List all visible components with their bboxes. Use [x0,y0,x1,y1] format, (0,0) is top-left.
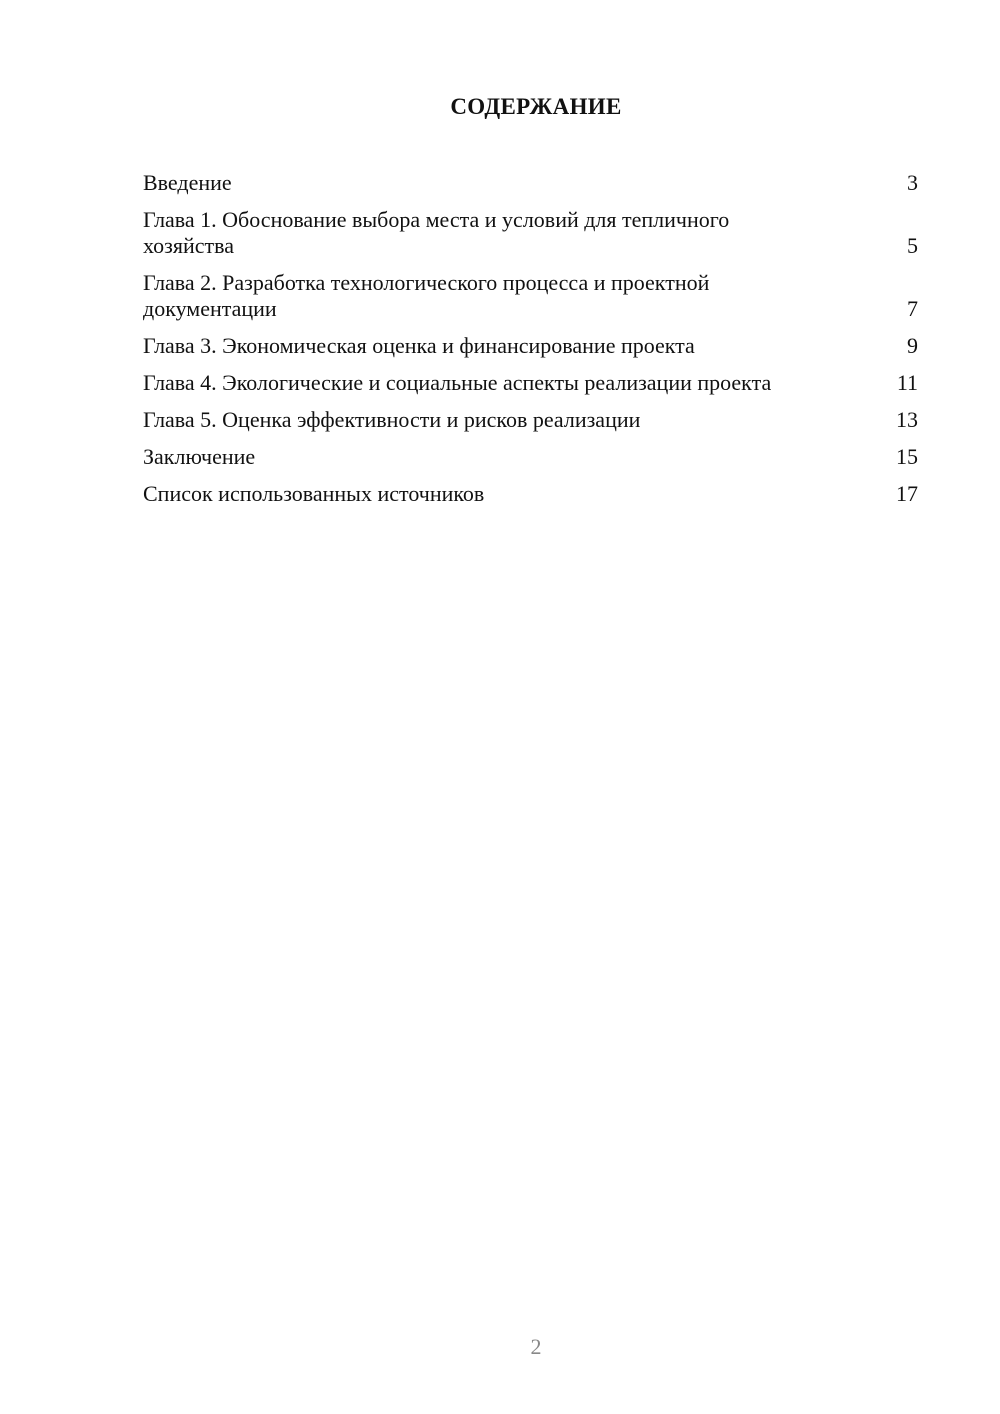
toc-title: СОДЕРЖАНИЕ [450,94,622,119]
toc-entry-chapter-3 [143,333,918,359]
page-number: 2 [530,1334,542,1359]
toc-entry-page: 17 [896,481,918,506]
toc-entry-chapter-2 [143,270,918,322]
toc-entry-page: 9 [907,333,918,358]
toc-entry-label: Глава 4. Экологические и социальные аспекты реализации проекта [143,370,772,395]
toc-entry-chapter-5 [143,407,918,433]
toc-entry-label: Глава 3. Экономическая оценка и финансирование проекта [143,333,695,358]
toc-entry-page: 15 [896,444,918,469]
toc-entry-introduction [143,170,918,196]
toc-entry-page: 5 [907,233,918,258]
toc-entry-label: Список использованных источников [143,481,485,506]
toc-entry-page: 3 [907,170,918,195]
toc-entry-conclusion [143,444,918,470]
toc-entry-label: Глава 5. Оценка эффективности и рисков реализации [143,407,641,432]
toc-entry-page: 13 [896,407,918,432]
toc-entry-chapter-1 [143,207,918,259]
table-of-contents [143,170,918,518]
toc-entry-label: Глава 1. Обоснование выбора места и условий для тепличного хозяйства [143,207,730,258]
toc-entry-chapter-4 [143,370,918,396]
toc-entry-references [143,481,918,507]
toc-entry-label: Введение [143,170,232,195]
toc-entry-page: 11 [896,370,918,395]
toc-entry-label: Заключение [143,444,256,469]
toc-entry-page: 7 [907,296,918,321]
toc-entry-label: Глава 2. Разработка технологического процесса и проектной документации [143,270,710,321]
